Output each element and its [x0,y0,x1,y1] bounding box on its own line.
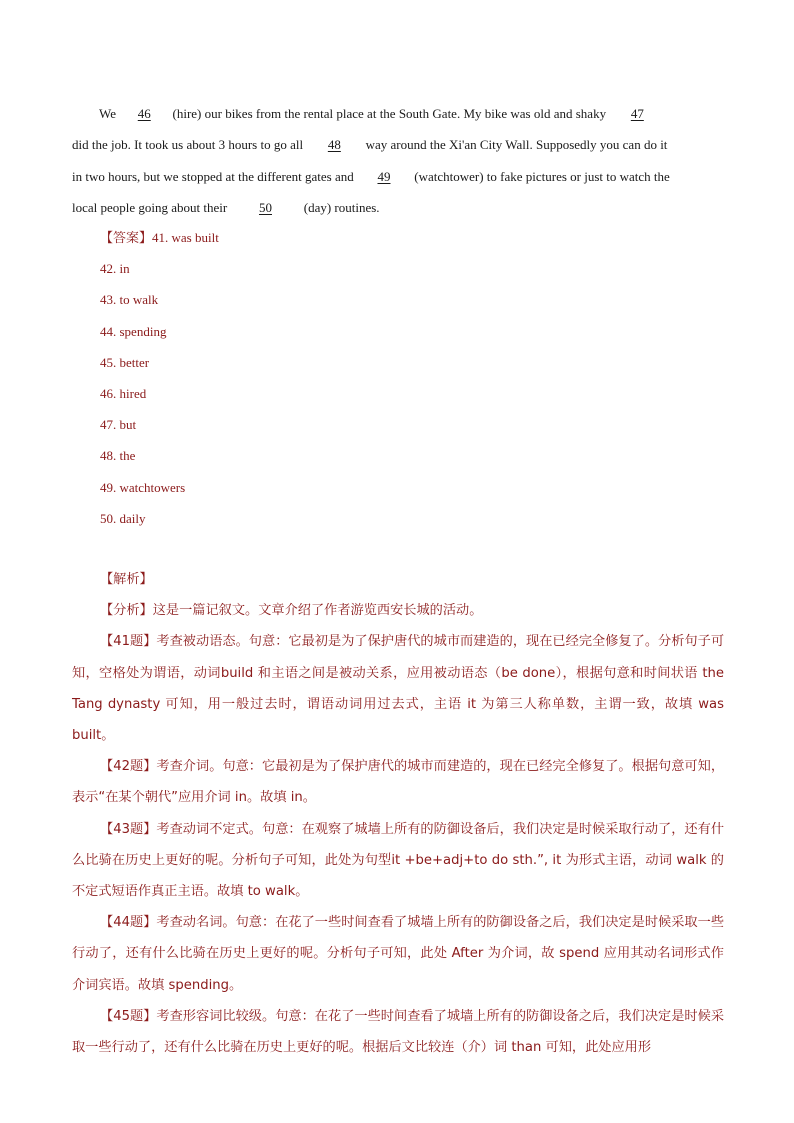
passage [72,98,722,223]
answer-item: 47. but [100,417,137,433]
analysis-item-45: 【45题】考查形容词比较级。句意：在花了一些时间查看了城墙上所有的防御设备之后，我们决定是时候采取一些行动了，还有什么比骑在历史上更好的呢。根据后文比较连（介）词 than 可知，此处应用形 [72,1008,725,1056]
passage-line-2: did the job. It took us about 3 hours to go all 48 way around the Xi'an City Wall. Supposedly you can do it [72,129,722,160]
analysis-heading: 【解析】 [100,572,153,587]
passage-line-4: local people going about their 50 (day) routines. [72,192,722,223]
answer-list [72,222,722,534]
analysis-item-41: 【41题】考查被动语态。句意：它最初是为了保护唐代的城市而建造的，现在已经完全修复了。分析句子可知，空格处为谓语，动词build 和主语之间是被动关系，应用被动语态（be done），根据句意和时间状语 the Tang dynasty 可知，用一般过去时，谓语动词用过去式，主语 it 为第三人称单数，主谓一致，故填 was built。 [72,634,725,744]
blank-49: 49 [377,168,391,184]
analysis-item-44: 【44题】考查动名词。句意：在花了一些时间查看了城墙上所有的防御设备之后，我们决定是时候采取一些行动了，还有什么比骑在历史上更好的呢。分析句子可知，此处 After 为介词，故 spend 应用其动名词形式作介词宾语。故填 spending。 [72,915,725,993]
answer-item: 44. spending [100,323,167,339]
answer-item: 43. to walk [100,292,159,308]
answer-item: 50. daily [100,510,146,526]
passage-line-1: We 46 (hire) our bikes from the rental place at the South Gate. My bike was old and shaky 47 [72,98,722,129]
answer-item: 45. better [100,354,150,370]
passage-line-3: in two hours, but we stopped at the different gates and 49 (watchtower) to fake pictures or just to watch the [72,161,722,192]
blank-46: 46 [137,106,151,121]
analysis-section [72,564,724,1063]
blank-48: 48 [327,137,341,153]
answer-item: 49. watchtowers [100,479,186,495]
answer-label: 【答案】 [100,231,153,246]
blank-50: 50 [258,199,272,215]
blank-47: 47 [630,106,644,121]
analysis-summary: 【分析】这是一篇记叙文。文章介绍了作者游览西安长城的活动。 [100,603,483,619]
analysis-item-42: 【42题】考查介词。句意：它最初是为了保护唐代的城市而建造的，现在已经完全修复了。根据句意可知，表示“在某个朝代”应用介词 in。故填 in。 [72,759,725,806]
answer-item: 42. in [100,261,130,277]
analysis-item-43: 【43题】考查动词不定式。句意：在观察了城墙上所有的防御设备后，我们决定是时候采取行动了，还有什么比骑在历史上更好的呢。分析句子可知，此处为句型it +be+adj+to do sth.”, it 为形式主语，动词 walk 的不定式短语作真正主语。故填 to walk。 [72,821,725,900]
answer-item: 48. the [100,448,136,464]
answer-item: 46. hired [100,385,147,401]
answer-item: 【答案】41. was built [100,230,219,246]
